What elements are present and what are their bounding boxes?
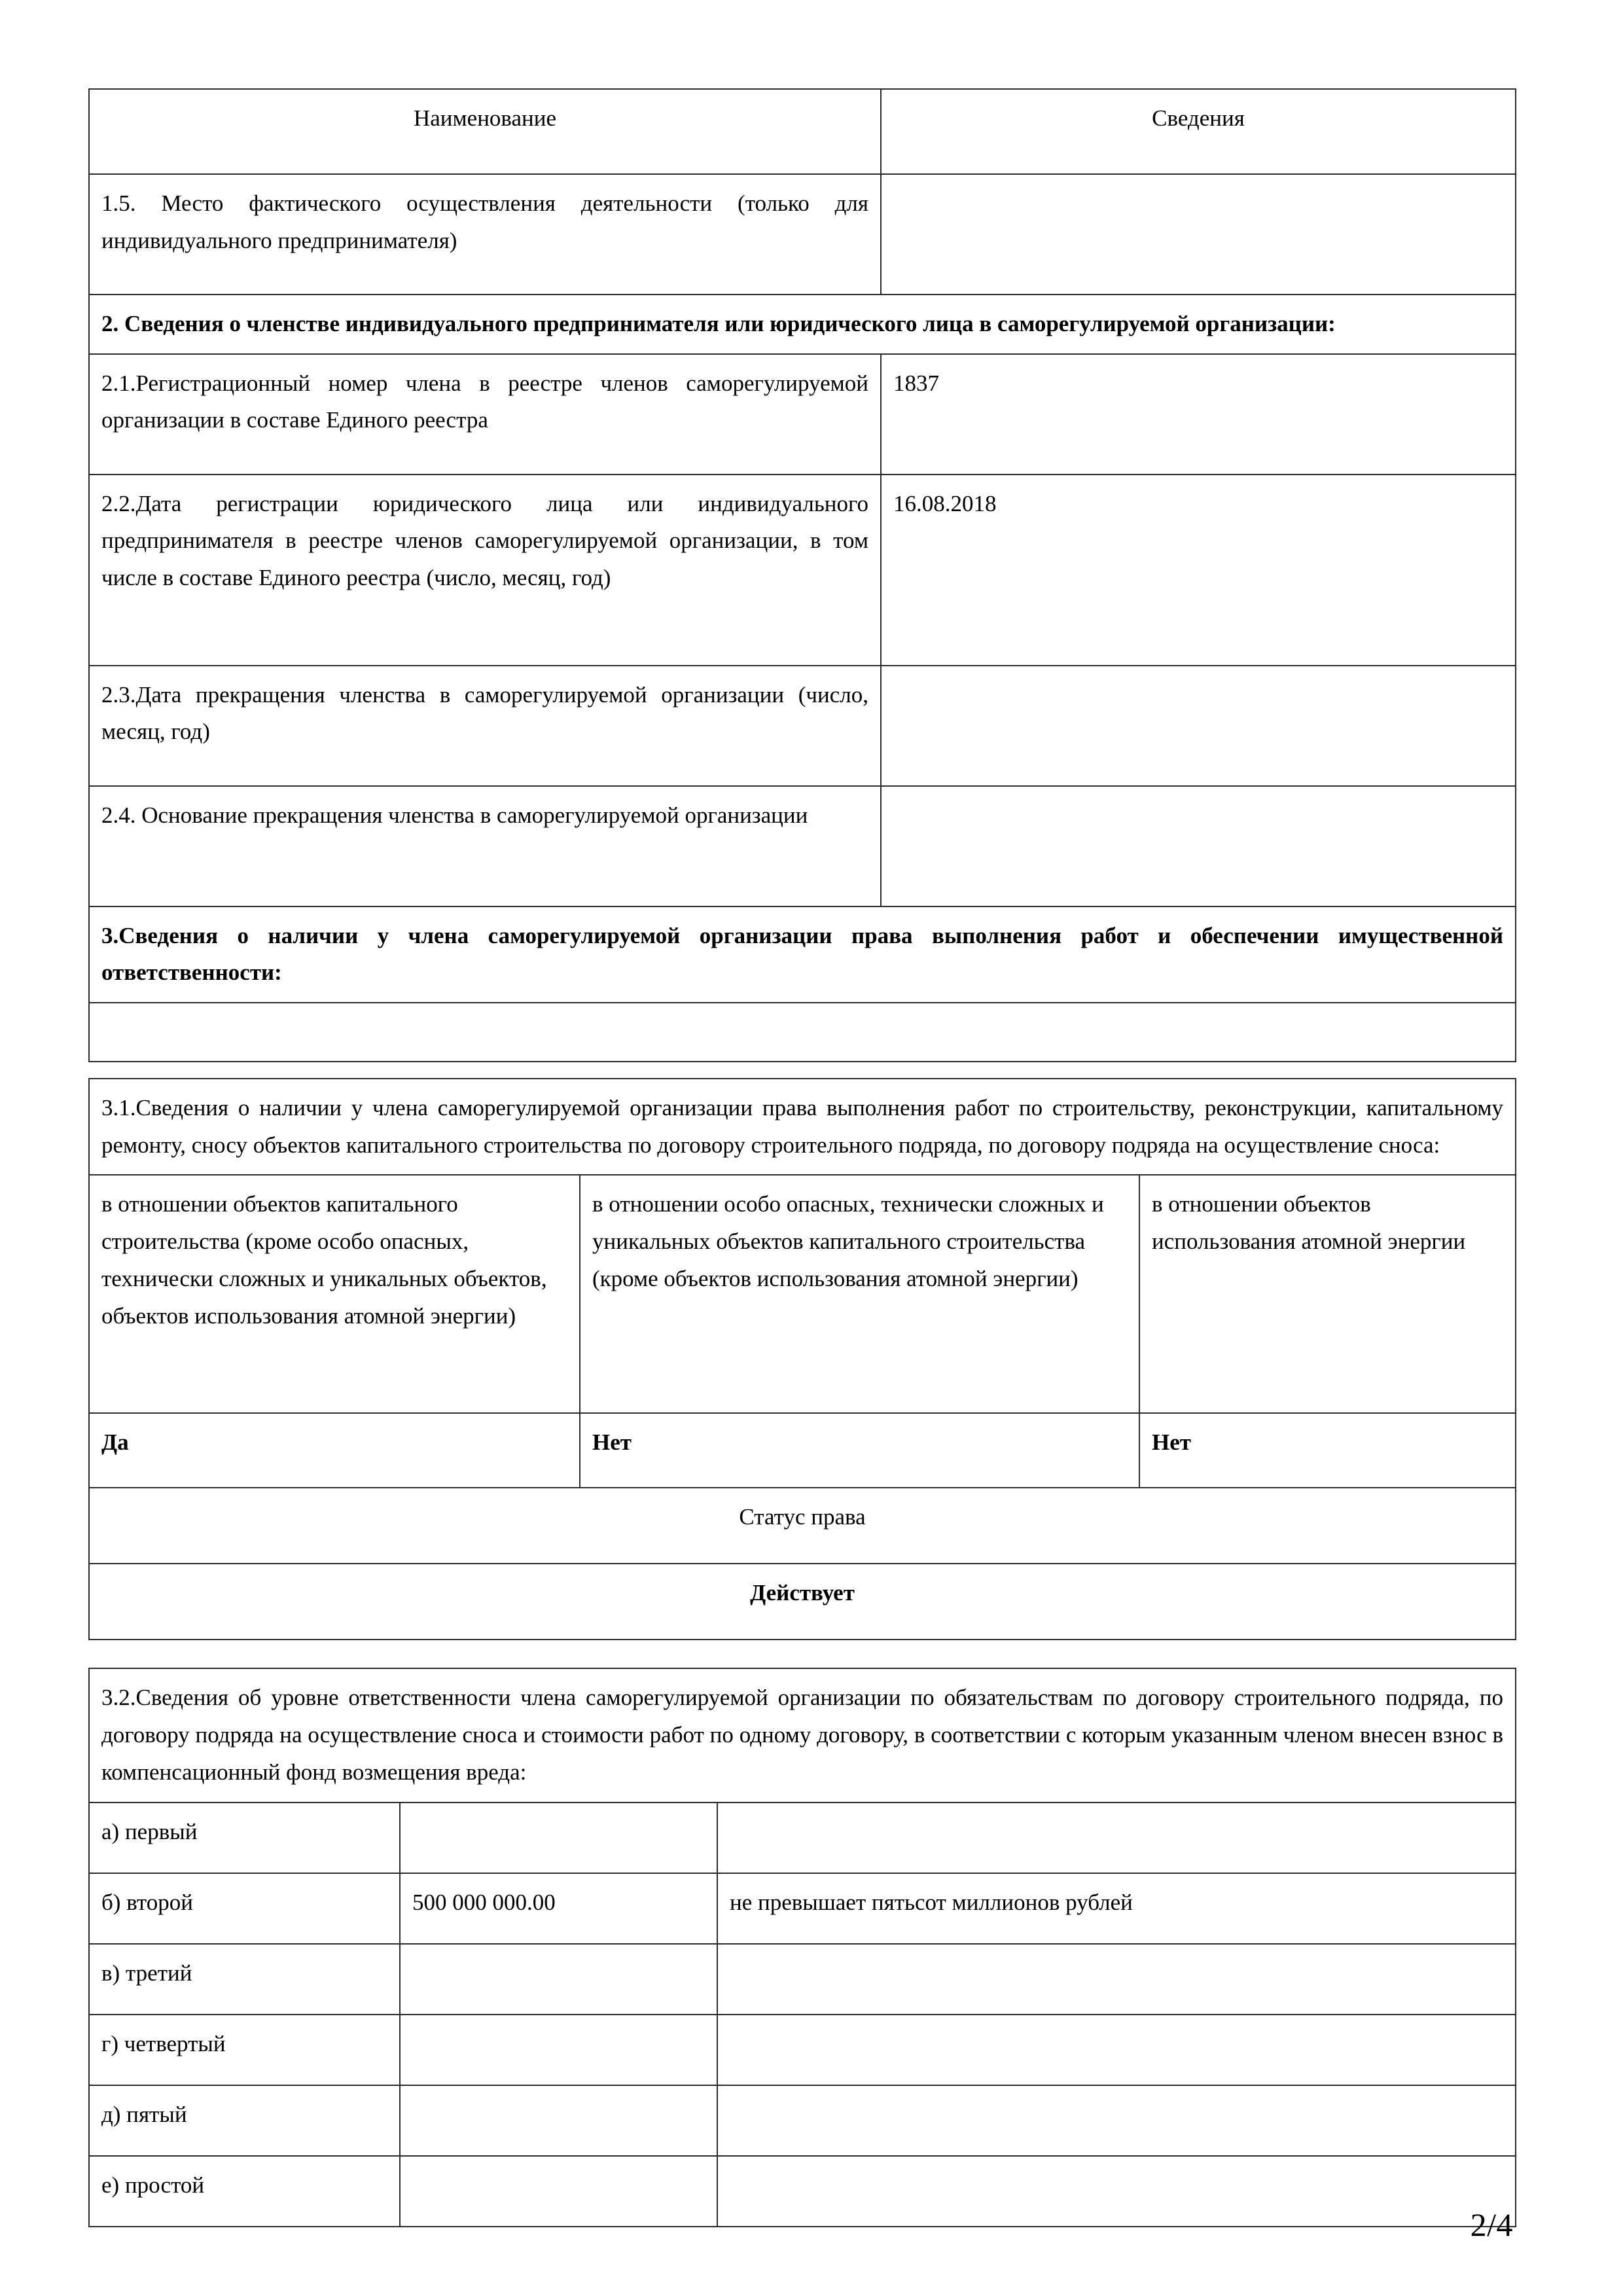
rights-answer-2: Нет — [580, 1413, 1139, 1488]
level-amount-b: 500 000 000.00 — [400, 1873, 717, 1944]
row-label-2-3: 2.3.Дата прекращения членства в саморегулируемой организации (число, месяц, год) — [89, 666, 881, 786]
row-label-2-2: 2.2.Дата регистрации юридического лица или индивидуального предпринимателя в реестре членов саморегулируемой организации, в том числе в составе Единого реестра (число, месяц, год) — [89, 475, 881, 666]
level-label-b: б) второй — [89, 1873, 400, 1944]
level-description-g — [717, 2015, 1516, 2085]
level-description-a — [717, 1803, 1516, 1873]
spacer-cell — [89, 1003, 1516, 1062]
level-label-d: д) пятый — [89, 2085, 400, 2156]
rights-answer-1: Да — [89, 1413, 580, 1488]
table-row — [89, 2156, 1516, 2227]
row-value-2-1: 1837 — [881, 354, 1516, 475]
table-row — [89, 1803, 1516, 1873]
row-label-2-1: 2.1.Регистрационный номер члена в реестре членов саморегулируемой организации в составе Единого реестра — [89, 354, 881, 475]
spacer-row — [89, 1003, 1516, 1062]
level-amount-a — [400, 1803, 717, 1873]
level-label-g: г) четвертый — [89, 2015, 400, 2085]
status-badge: Действует — [89, 1564, 1516, 1640]
answer-row-3-1 — [89, 1413, 1516, 1488]
status-value-row — [89, 1564, 1516, 1640]
level-description-v — [717, 1944, 1516, 2015]
level-amount-d — [400, 2085, 717, 2156]
block-gap — [88, 1640, 1515, 1668]
row-value-2-4 — [881, 786, 1516, 906]
intro-text-3-2: 3.2.Сведения об уровне ответственности члена саморегулируемой организации по обязательствам по договору строительного подряда, по договору подряда на осуществление сноса и стоимости работ по одному договору, в соответствии с которым указанным членом внесен взнос в компенсационный фонд возмещения вреда: — [89, 1668, 1516, 1802]
section-heading-row-2 — [89, 295, 1516, 354]
table-header-row — [89, 89, 1516, 174]
level-description-e — [717, 2156, 1516, 2227]
level-amount-g — [400, 2015, 717, 2085]
table-row — [89, 2085, 1516, 2156]
table-row — [89, 786, 1516, 906]
table-row — [89, 354, 1516, 475]
section-3-heading: 3.Сведения о наличии у члена саморегулируемой организации права выполнения работ и обеспечении имущественной ответственности: — [89, 906, 1516, 1003]
liability-table-3-2 — [88, 1668, 1516, 2227]
level-label-a: а) первый — [89, 1803, 400, 1873]
rights-column-header-1: в отношении объектов капитального строительства (кроме особо опасных, технически сложных и уникальных объектов, объектов использования атомной энергии) — [89, 1175, 580, 1413]
level-description-b: не превышает пятьсот миллионов рублей — [717, 1873, 1516, 1944]
rights-column-header-2: в отношении особо опасных, технически сложных и уникальных объектов капитального строительства (кроме объектов использования атомной энергии) — [580, 1175, 1139, 1413]
table-row — [89, 174, 1516, 295]
rights-answer-3: Нет — [1139, 1413, 1516, 1488]
block-gap — [88, 1062, 1515, 1078]
level-description-d — [717, 2085, 1516, 2156]
status-label: Статус права — [89, 1488, 1516, 1564]
intro-text-3-1: 3.1.Сведения о наличии у члена саморегулируемой организации права выполнения работ по строительству, реконструкции, капитальному ремонту, сносу объектов капитального строительства по договору строительного подряда, по договору подряда на осуществление сноса: — [89, 1079, 1516, 1175]
column-header-row-3-1 — [89, 1175, 1516, 1413]
column-header-value: Сведения — [881, 89, 1516, 174]
rights-column-header-3: в отношении объектов использования атомной энергии — [1139, 1175, 1516, 1413]
page-number: 2/4 — [1470, 2206, 1513, 2243]
intro-row-3-2 — [89, 1668, 1516, 1802]
table-row — [89, 1873, 1516, 1944]
level-label-e: е) простой — [89, 2156, 400, 2227]
row-value-1-5 — [881, 174, 1516, 295]
section-heading-row-3 — [89, 906, 1516, 1003]
status-label-row — [89, 1488, 1516, 1564]
row-label-2-4: 2.4. Основание прекращения членства в саморегулируемой организации — [89, 786, 881, 906]
row-value-2-2: 16.08.2018 — [881, 475, 1516, 666]
table-row — [89, 666, 1516, 786]
table-row — [89, 1944, 1516, 2015]
table-row — [89, 475, 1516, 666]
level-amount-v — [400, 1944, 717, 2015]
table-row — [89, 2015, 1516, 2085]
intro-row-3-1 — [89, 1079, 1516, 1175]
level-amount-e — [400, 2156, 717, 2227]
main-registry-table — [88, 88, 1516, 1062]
section-2-heading: 2. Сведения о членстве индивидуального предпринимателя или юридического лица в саморегулируемой организации: — [89, 295, 1516, 354]
column-header-name: Наименование — [89, 89, 881, 174]
rights-table-3-1 — [88, 1078, 1516, 1640]
row-value-2-3 — [881, 666, 1516, 786]
row-label-1-5: 1.5. Место фактического осуществления деятельности (только для индивидуального предпринимателя) — [89, 174, 881, 295]
level-label-v: в) третий — [89, 1944, 400, 2015]
